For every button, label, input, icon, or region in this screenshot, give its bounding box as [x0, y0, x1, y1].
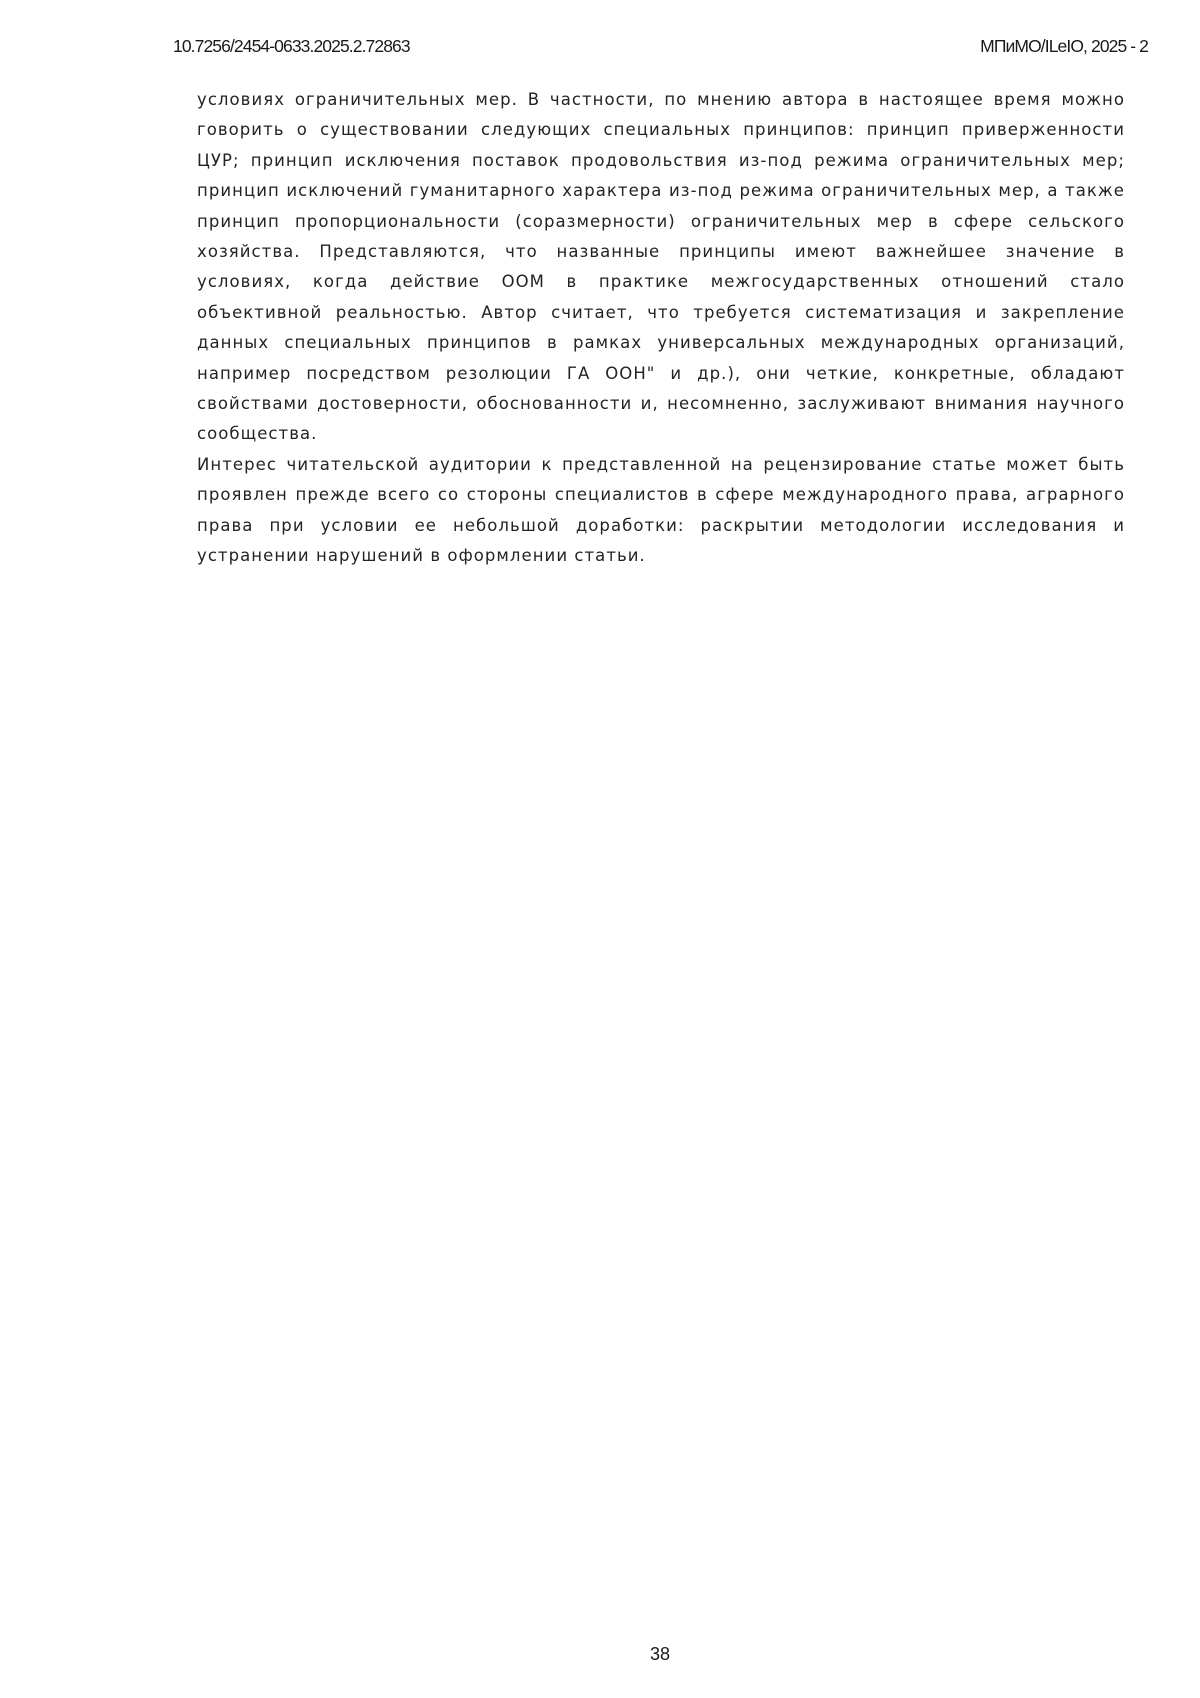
body-paragraph: Интерес читательской аудитории к представленной на рецензирование статье может быть проявлен прежде всего со стороны специалистов в сфере международного права, аграрного права при условии ее небольшой доработки: раскрытии методологии исследования и устранении нарушений в оформлении статьи.	[197, 454, 1125, 566]
journal-issue: МПиМО/ILeIO, 2025 - 2	[980, 36, 1148, 56]
page-number: 38	[649, 1644, 671, 1664]
article-body	[197, 85, 1125, 572]
article-doi: 10.7256/2454-0633.2025.2.72863	[173, 36, 410, 56]
running-header	[173, 36, 1148, 60]
body-paragraph: условиях ограничительных мер. В частности, по мнению автора в настоящее время можно говорить о существовании следующих специальных принципов: принцип приверженности ЦУР; принцип исключения поставок продовольствия из-под режима ограничительных мер; принцип исключений гуманитарного характера из-под режима ограничительных мер, а также принцип пропорциональности (соразмерности) ограничительных мер в сфере сельского хозяйства. Представляются, что названные принципы имеют важнейшее значение в условиях, когда действие ООМ в практике межгосударственных отношений стало объективной реальностью. Автор считает, что требуется систематизация и закрепление данных специальных принципов в рамках универсальных международных организаций, например посредством резолюции ГА ООН" и др.), они четкие, конкретные, обладают свойствами достоверности, обоснованности и, несомненно, заслуживают внимания научного сообщества.	[197, 90, 1125, 444]
